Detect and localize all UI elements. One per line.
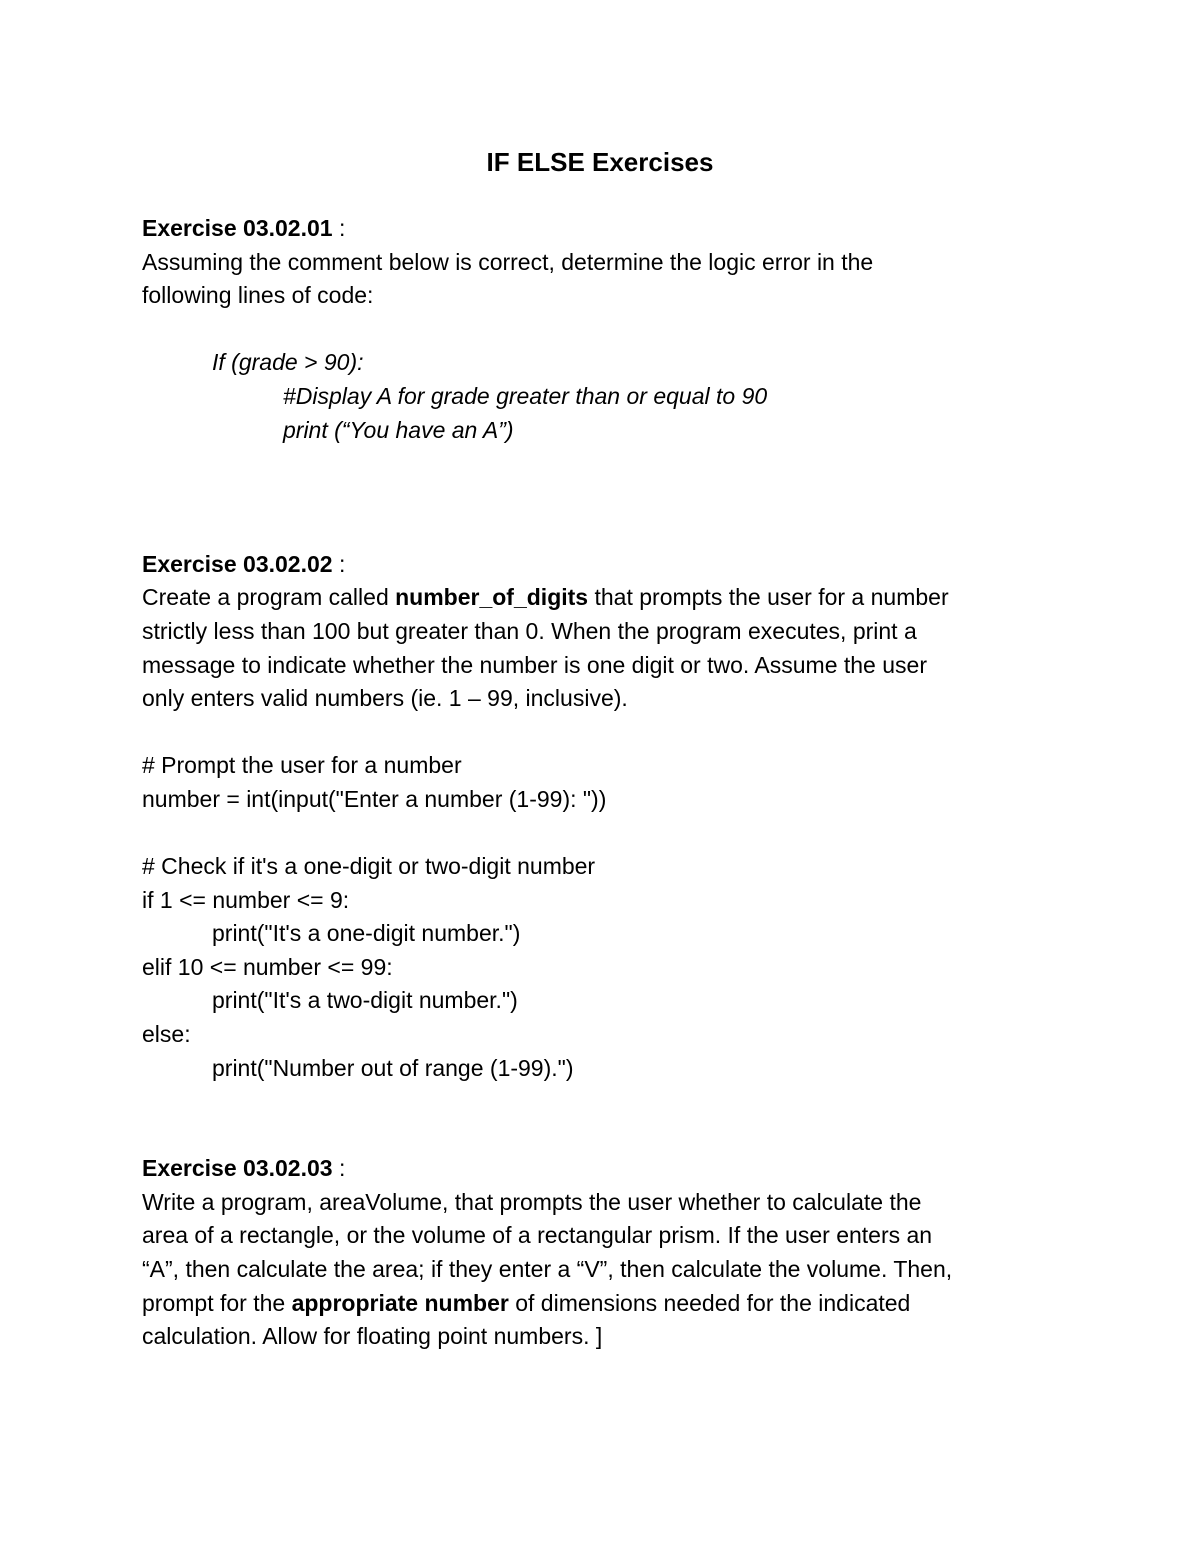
exercise-1-code-line: #Display A for grade greater than or equal to 90 — [283, 382, 768, 409]
exercise-2-code-line: elif 10 <= number <= 99: — [142, 953, 393, 980]
exercise-2-desc-text: that prompts the user for a number — [588, 584, 949, 611]
document-title — [0, 140, 1200, 184]
exercise-1-heading-suffix: : — [332, 215, 346, 241]
exercise-3 — [142, 1152, 1072, 1354]
exercise-1-heading-line — [142, 212, 1072, 246]
exercise-2-description-line — [142, 581, 1072, 615]
exercise-1 — [142, 212, 1072, 447]
exercise-2-code-line: # Prompt the user for a number — [142, 752, 462, 779]
exercise-1-description-line: Assuming the comment below is correct, determine the logic error in the — [142, 248, 874, 275]
exercise-2-code-line: number = int(input("Enter a number (1-99): ")) — [142, 785, 607, 812]
exercise-3-description-line: calculation. Allow for floating point numbers. ] — [142, 1323, 603, 1350]
exercise-3-heading-line — [142, 1152, 1072, 1186]
blank-line — [142, 447, 1072, 514]
blank-line — [142, 716, 1072, 750]
document-body — [142, 140, 1072, 1354]
exercise-3-description-line: Write a program, areaVolume, that prompts the user whether to calculate the — [142, 1188, 922, 1215]
exercise-3-heading-suffix: : — [332, 1155, 346, 1182]
exercise-2-description-line: message to indicate whether the number is one digit or two. Assume the user — [142, 651, 927, 678]
emphasis-text: appropriate number — [291, 1289, 509, 1316]
exercise-3-desc-text: of dimensions needed for the indicated — [508, 1289, 911, 1316]
exercise-2-desc-text: Create a program called — [142, 584, 396, 611]
exercise-2 — [142, 548, 1072, 1086]
document-title-text: IF ELSE Exercises — [486, 147, 714, 177]
exercise-3-description-line — [142, 1287, 1072, 1321]
exercise-2-description-line: strictly less than 100 but greater than 0. When the program executes, print a — [142, 617, 917, 644]
exercise-2-heading: Exercise 03.02.02 — [142, 550, 333, 577]
exercise-3-desc-text: prompt for the — [142, 1289, 292, 1316]
exercise-3-description-line: area of a rectangle, or the volume of a rectangular prism. If the user enters an — [142, 1222, 933, 1249]
program-name: number_of_digits — [395, 584, 589, 611]
blank-line — [142, 817, 1072, 851]
exercise-1-heading: Exercise 03.02.01 — [142, 215, 333, 241]
exercise-1-description-line: following lines of code: — [142, 282, 374, 309]
exercise-2-code-line: print("It's a one-digit number.") — [212, 920, 521, 947]
exercise-2-code-line: if 1 <= number <= 9: — [142, 886, 350, 913]
exercise-2-code-line: # Check if it's a one-digit or two-digit number — [142, 853, 596, 880]
exercise-2-code-line: else: — [142, 1021, 191, 1048]
exercise-2-description-line: only enters valid numbers (ie. 1 – 99, inclusive). — [142, 685, 628, 712]
exercise-2-heading-suffix: : — [332, 550, 346, 577]
exercise-2-code-line: print("It's a two-digit number.") — [212, 987, 518, 1014]
exercise-3-description-line: “A”, then calculate the area; if they enter a “V”, then calculate the volume. Then, — [142, 1256, 953, 1283]
exercise-2-heading-line — [142, 548, 1072, 582]
exercise-2-code-line: print("Number out of range (1-99).") — [212, 1054, 574, 1081]
exercise-3-heading: Exercise 03.02.03 — [142, 1155, 333, 1182]
blank-line — [142, 313, 1072, 347]
exercise-1-code-line: print (“You have an A”) — [283, 416, 514, 443]
blank-line — [142, 1085, 1072, 1152]
exercise-1-code-line: If (grade > 90): — [212, 349, 364, 376]
blank-line — [142, 514, 1072, 548]
